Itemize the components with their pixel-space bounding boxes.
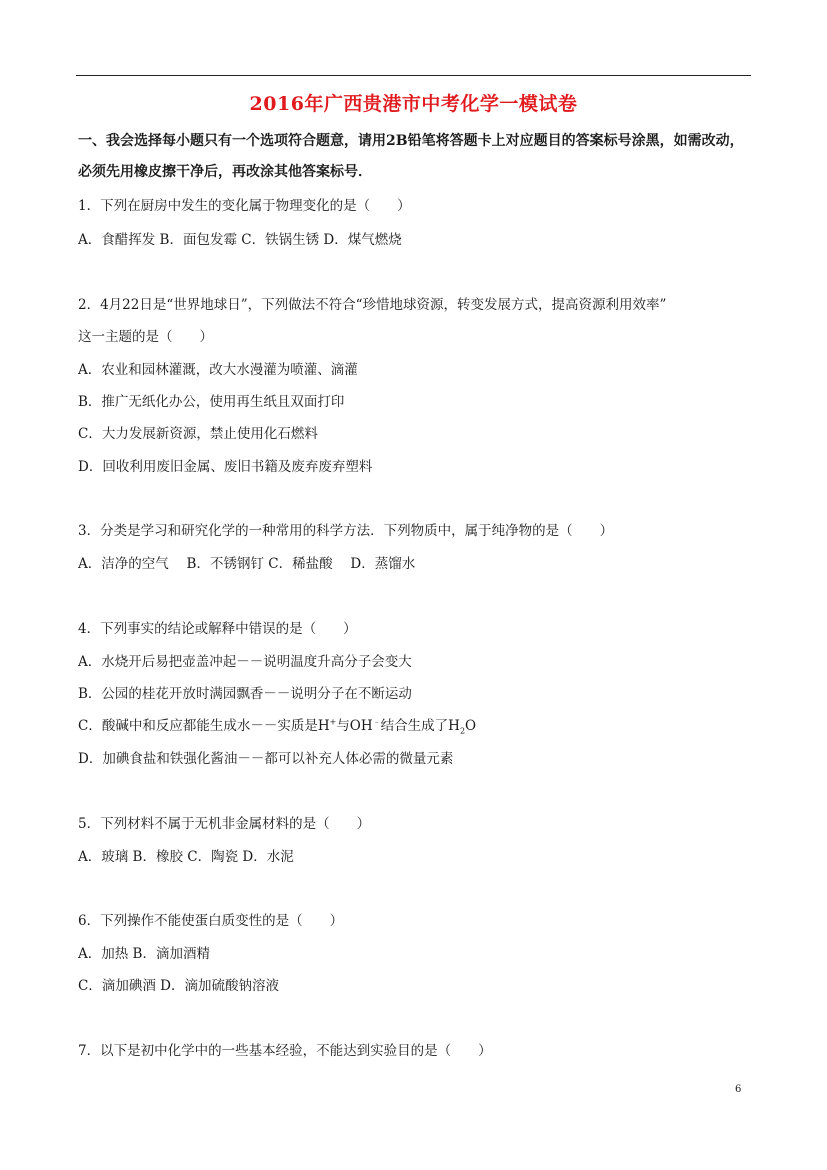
hydroxide-ion-charge: ﹣	[372, 717, 381, 727]
question-4-option-a: A．水烧开后易把壶盖冲起－－说明温度升高分子会变大	[78, 654, 412, 670]
question-2-option-c: C．大力发展新资源，禁止使用化石燃料	[78, 426, 318, 442]
section-instruction: 一、我会选择每小题只有一个选项符合题意，请用2B铅笔将答题卡上对应题目的答案标号涂黑，如需改动，必须先用橡皮擦干净后，再改涂其他答案标号．	[78, 133, 744, 180]
question-3-options: A．洁净的空气 B．不锈钢钉 C．稀盐酸 D．蒸馏水	[78, 556, 416, 572]
option-c-text-1: C．酸碱中和反应都能生成水－－实质是H	[78, 718, 330, 734]
question-2-option-a: A．农业和园林灌溉，改大水漫灌为喷灌、滴灌	[78, 362, 358, 378]
question-4-stem: 4．下列事实的结论或解释中错误的是（ ）	[78, 621, 357, 637]
option-c-text-4: O	[465, 718, 477, 734]
question-4-option-c	[78, 714, 758, 736]
question-4-option-b: B．公园的桂花开放时满园飘香－－说明分子在不断运动	[78, 686, 412, 702]
question-2-stem-line1: 2．4月22日是“世界地球日”，下列做法不符合“珍惜地球资源，转变发展方式，提高资源利用效率”	[78, 297, 667, 313]
question-6-options-line2: C．滴加碘酒 D．滴加硫酸钠溶液	[78, 978, 279, 994]
option-c-text-3: 结合生成了H	[380, 718, 460, 734]
option-c-text-2: 与OH	[336, 718, 373, 734]
question-7-stem: 7．以下是初中化学中的一些基本经验，不能达到实验目的是（ ）	[78, 1043, 492, 1059]
question-1-stem: 1．下列在厨房中发生的变化属于物理变化的是（ ）	[78, 198, 411, 214]
exam-title: 2016年广西贵港市中考化学一模试卷	[249, 93, 578, 115]
question-2-option-b: B．推广无纸化办公，使用再生纸且双面打印	[78, 394, 345, 410]
question-2-stem-line2: 这一主题的是（ ）	[78, 329, 213, 345]
question-1-options: A．食醋挥发 B．面包发霉 C．铁锅生锈 D．煤气燃烧	[78, 232, 402, 248]
page-number: 6	[735, 1084, 742, 1095]
question-4-option-d: D．加碘食盐和铁强化酱油－－都可以补充人体必需的微量元素	[78, 751, 454, 767]
question-5-stem: 5．下列材料不属于无机非金属材料的是（ ）	[78, 816, 371, 832]
question-6-options-line1: A．加热 B．滴加酒精	[78, 946, 210, 962]
question-2-option-d: D．回收利用废旧金属、废旧书籍及废弃废弃塑料	[78, 459, 373, 475]
water-subscript: 2	[459, 726, 466, 736]
question-3-stem: 3．分类是学习和研究化学的一种常用的科学方法．下列物质中，属于纯净物的是（ ）	[78, 523, 614, 539]
question-5-options: A．玻璃 B．橡胶 C．陶瓷 D．水泥	[78, 849, 294, 865]
hydrogen-ion-charge: +	[329, 717, 337, 727]
question-6-stem: 6．下列操作不能使蛋白质变性的是（ ）	[78, 913, 344, 929]
header-rule	[76, 75, 751, 76]
